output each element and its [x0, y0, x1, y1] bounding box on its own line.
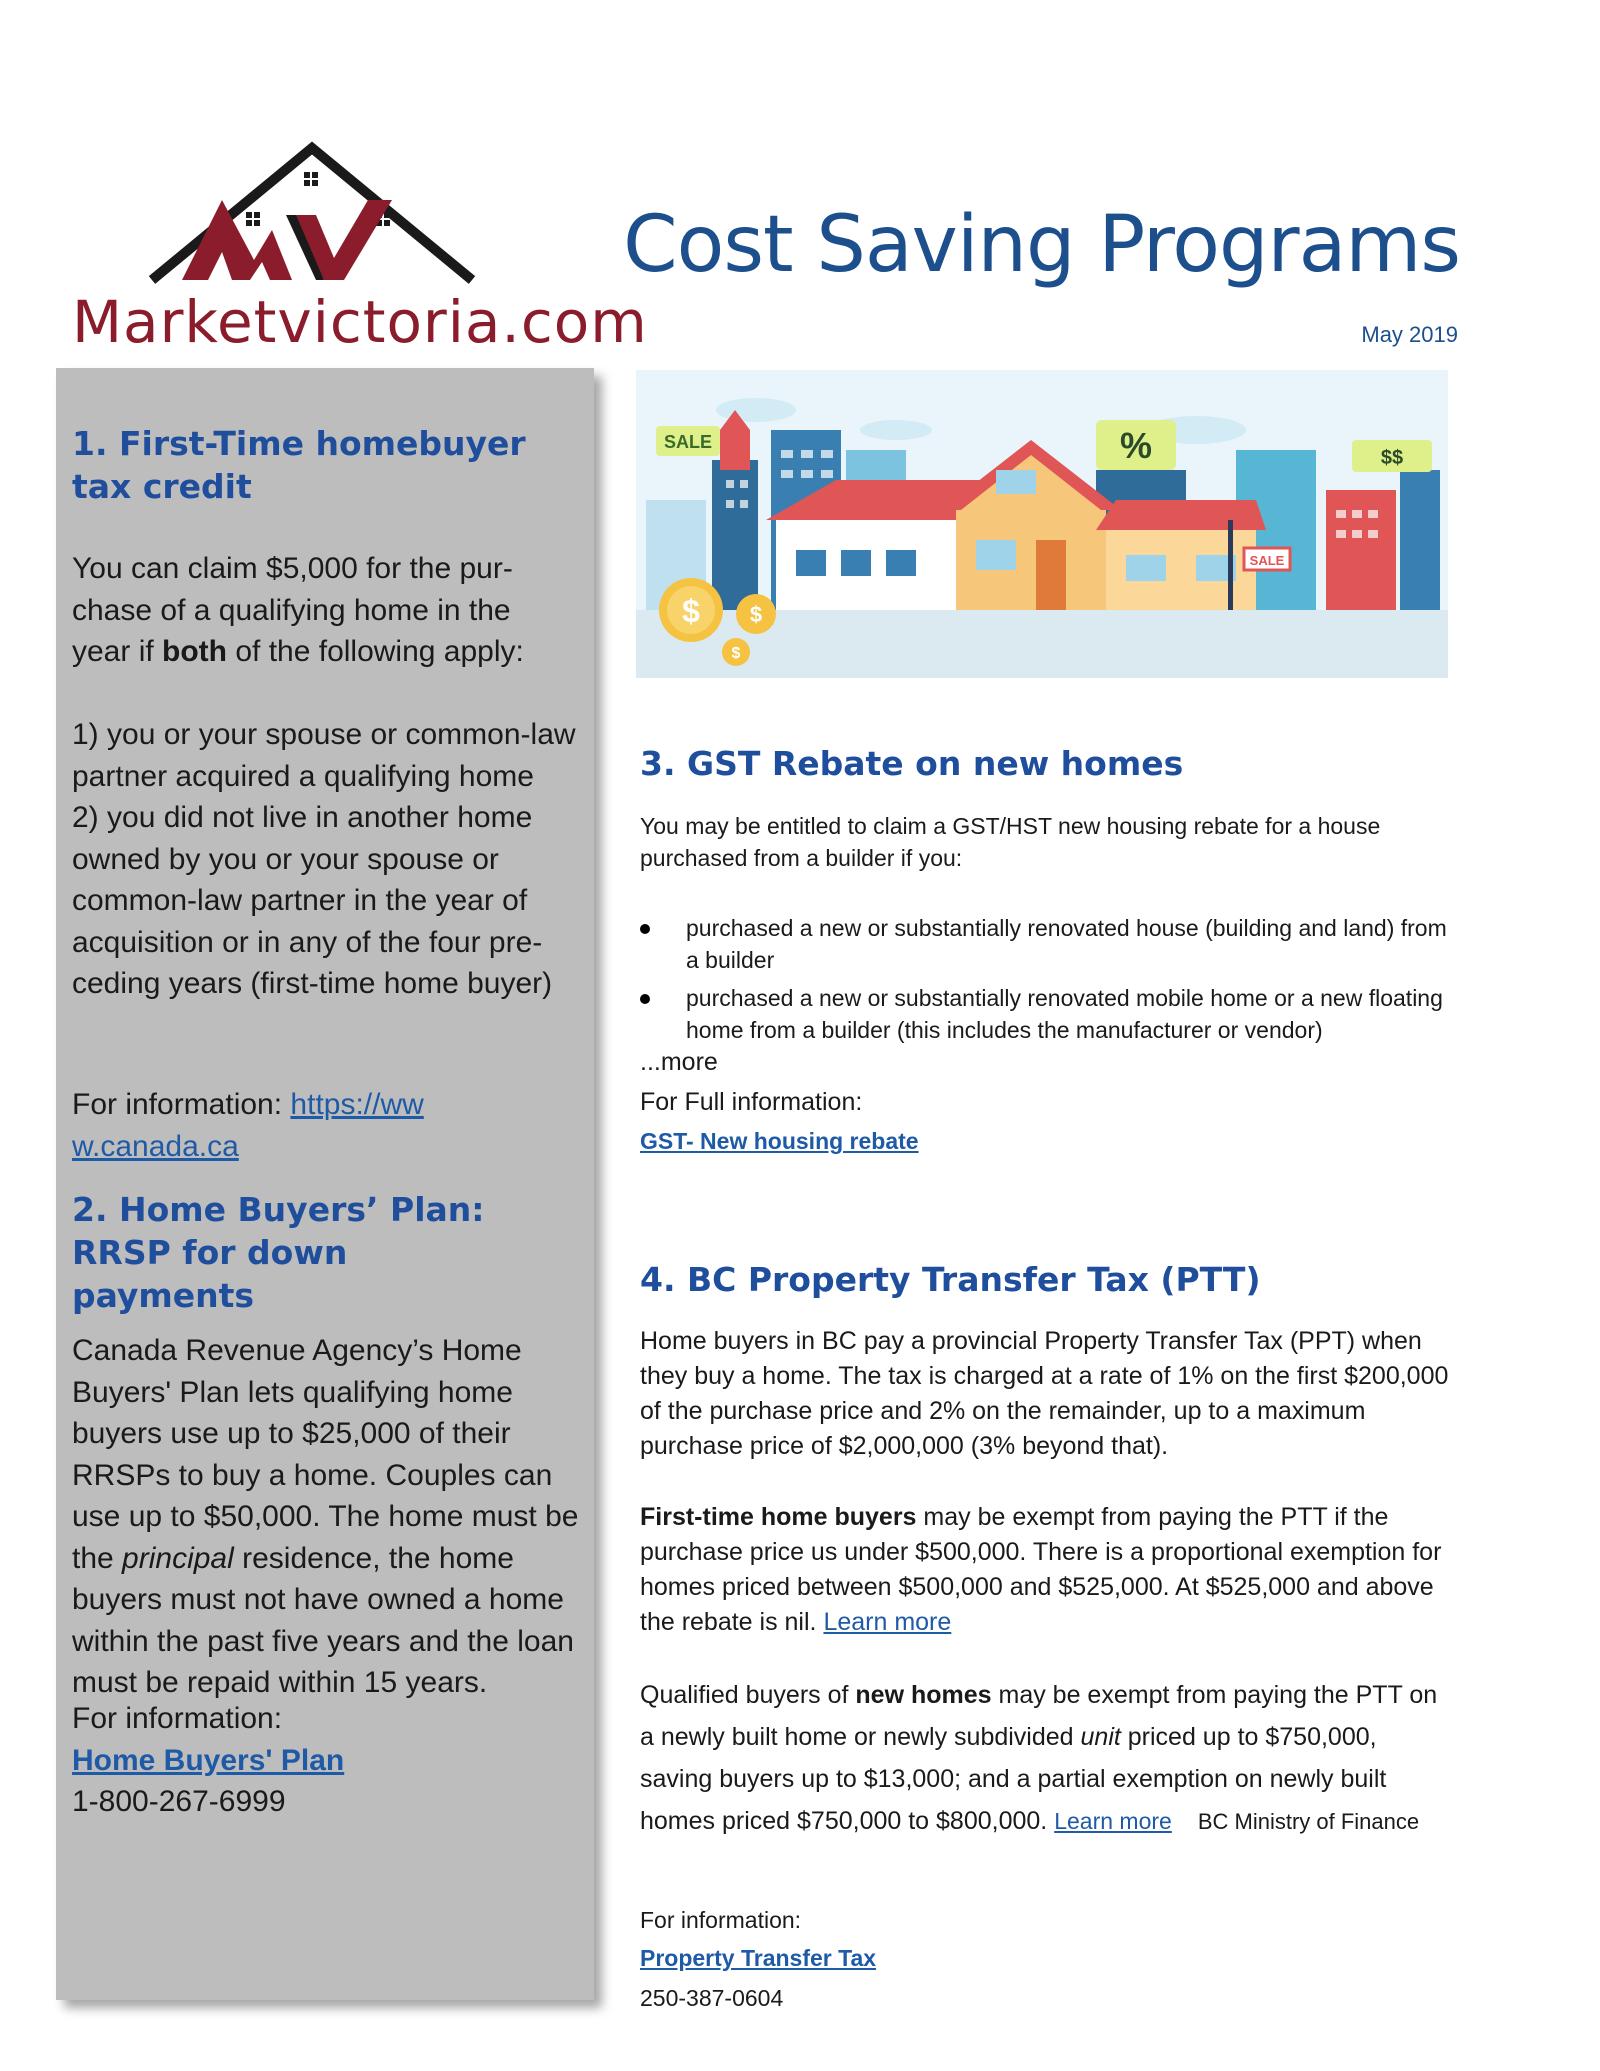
section-4-heading: 4. BC Property Transfer Tax (PTT) — [640, 1260, 1261, 1299]
sale-tag: SALE — [663, 432, 713, 452]
page-title: Cost Saving Programs — [623, 200, 1460, 290]
bullet-icon — [640, 994, 650, 1004]
gst-rebate-link[interactable]: GST- New housing rebate — [640, 1128, 919, 1154]
coin-medium: $ — [749, 602, 763, 627]
section-2-info-label: For information: — [72, 1702, 283, 1735]
coin-large: $ — [682, 593, 700, 629]
brand-name: Marketvictoria.com — [72, 288, 648, 356]
list-item: purchased a new or substantially renovated house (building and land) from a builder — [640, 912, 1460, 976]
canada-ca-link[interactable]: https://www.canada.ca — [72, 1088, 424, 1163]
section-3-heading: 3. GST Rebate on new homes — [640, 744, 1184, 783]
home-buyers-plan-link[interactable]: Home Buyers' Plan — [72, 1743, 345, 1777]
section-4-paragraph-2: First-time home buyers may be exempt from paying the PTT if the purchase price us under $500,000. There is a proportional exemption for homes priced between $500,000 and $525,000. At $525,000 and above the rebate is nil. Learn more — [640, 1503, 1442, 1636]
section-3-info-label: For Full information: — [640, 1088, 863, 1116]
housing-sale-illustration — [636, 370, 1448, 678]
issue-date: May 2019 — [1361, 322, 1458, 347]
ptt-new-homes-learn-more-link[interactable]: Learn more — [1054, 1808, 1172, 1834]
section-4-paragraph-3: Qualified buyers of new homes may be exempt from paying the PTT on a newly built home or newly subdivided unit priced up to $750,000, saving buyers up to $13,000; and a partial exemption on newly built homes priced $750,000 to $800,000. Learn more BC Ministry of Finance — [640, 1681, 1438, 1835]
property-transfer-tax-link[interactable]: Property Transfer Tax — [640, 1945, 877, 1971]
bullet-icon — [640, 924, 650, 934]
section-1-condition-2: 2) you did not live in another home owned by you or your spouse or common-law partner in the year of acquisition or in any of the four pre-ceding years (first-time home buyer) — [72, 801, 553, 1000]
section-4-phone: 250-387-0604 — [640, 1985, 784, 2011]
percent-tag: % — [1119, 425, 1153, 466]
ptt-first-time-learn-more-link[interactable]: Learn more — [823, 1608, 952, 1636]
sidebar-panel — [56, 368, 594, 2000]
section-4-info-label: For information: — [640, 1907, 802, 1933]
section-2-heading: 2. Home Buyers’ Plan: RRSP for down payments — [72, 1190, 485, 1315]
section-1-condition-1: 1) you or your spouse or common-law partner acquired a qualifying home — [72, 718, 576, 793]
section-4-paragraph-1: Home buyers in BC pay a provincial Property Transfer Tax (PPT) when they buy a home. The tax is charged at a rate of 1% on the first $200,000 of the purchase price and 2% on the remainder, up to a maximum purchase price of $2,000,000 (3% beyond that). — [640, 1327, 1449, 1460]
list-item: purchased a new or substantially renovated mobile home or a new floating home from a builder (this includes the manufacturer or vendor) — [640, 982, 1460, 1046]
section-3-bullet-list — [640, 912, 1460, 1052]
sale-sign: SALE — [1249, 553, 1285, 568]
section-1-heading: 1. First-Time homebuyer tax credit — [72, 424, 526, 506]
section-2-body: Canada Revenue Agency’s Home Buyers' Plan lets qualifying home buyers use up to $25,000 of their RRSPs to buy a home. Couples can use up to $50,000. The home must be the principal residence, the home buyers must not have owned a home within the past five years and the loan must be repaid within 15 years. — [72, 1334, 579, 1699]
dollar-tag: $$ — [1380, 447, 1404, 469]
section-2-phone: 1-800-267-6999 — [72, 1785, 286, 1818]
section-1-info: For information: https://www.canada.ca — [72, 1088, 424, 1163]
section-3-intro: You may be entitled to claim a GST/HST new housing rebate for a house purchased from a builder if you: — [640, 813, 1381, 871]
section-1-intro: You can claim $5,000 for the pur-chase of a qualifying home in the year if both of the following apply: — [72, 552, 524, 668]
section-3-more: ...more — [640, 1048, 718, 1076]
coin-small: $ — [731, 645, 741, 662]
